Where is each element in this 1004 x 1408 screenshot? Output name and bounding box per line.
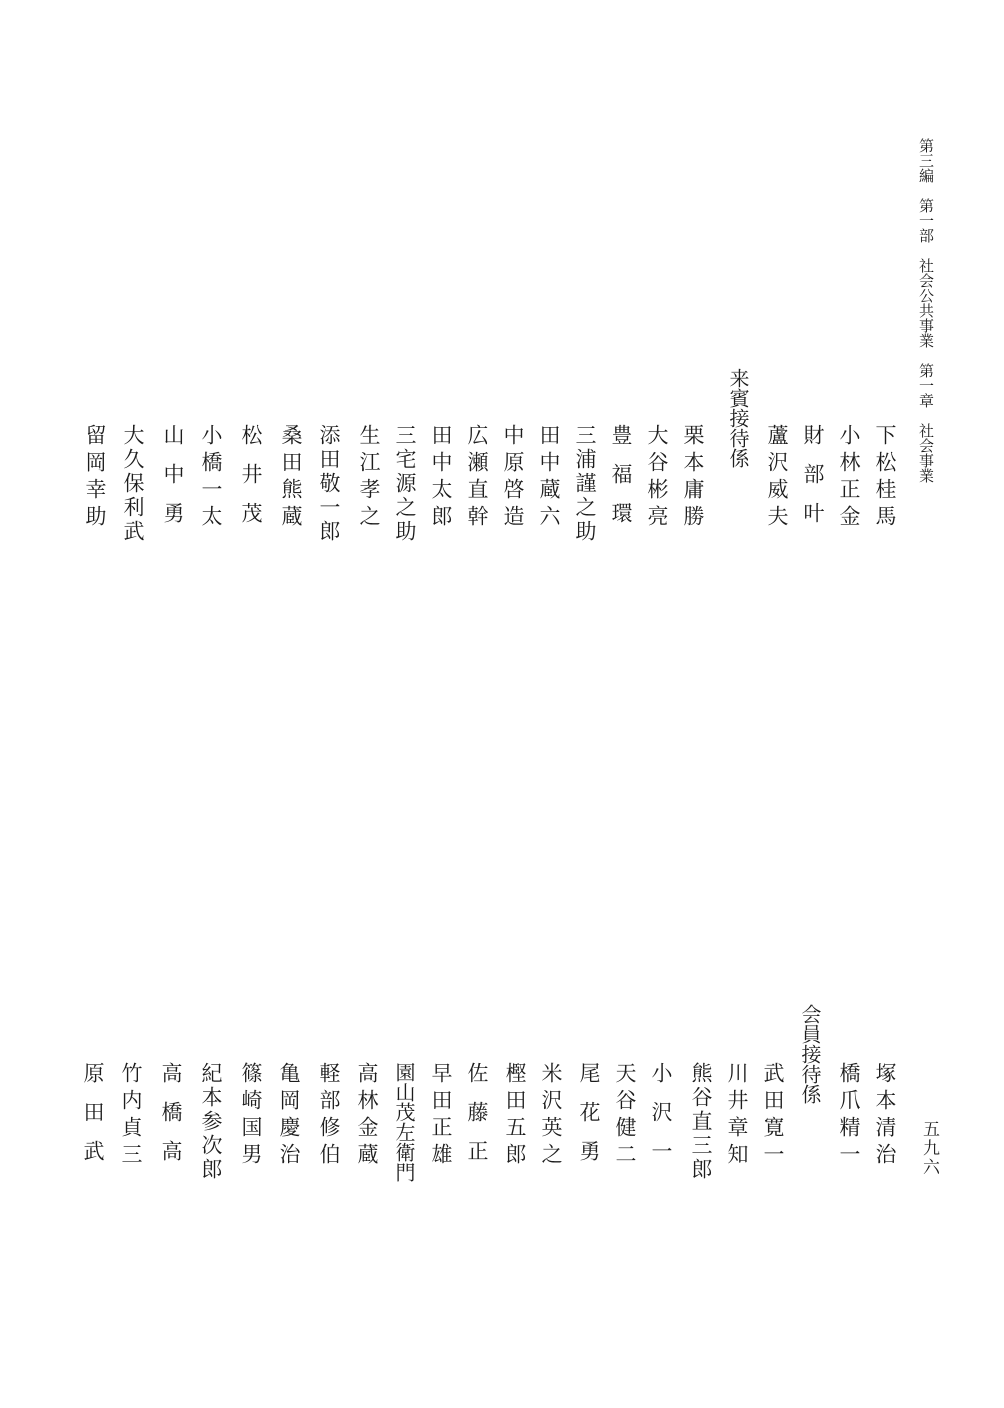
name-entry: 原田武: [81, 1062, 105, 1179]
name-entry: 高橋高: [159, 1062, 183, 1179]
name-entry: 米沢英之: [539, 1062, 563, 1170]
name-entry: 田中太郎: [429, 424, 453, 532]
name-entry: 田中蔵六: [537, 424, 561, 532]
name-entry: 中原啓造: [501, 424, 525, 532]
name-entry: 生江孝之: [357, 424, 381, 532]
name-entry: 山中勇: [161, 424, 185, 541]
name-entry: 三浦謹之助: [573, 424, 597, 544]
name-entry: 樫田五郎: [503, 1062, 527, 1170]
name-entry: 紀本参次郎: [199, 1062, 223, 1182]
name-entry: 大久保利武: [121, 424, 145, 544]
name-entry: 蘆沢威夫: [765, 424, 789, 532]
name-entry: 橋爪精一: [837, 1062, 861, 1170]
page-number: 五九六: [919, 1120, 939, 1177]
name-entry: 塚本清治: [873, 1062, 897, 1170]
name-entry: 大谷彬亮: [645, 424, 669, 532]
name-entry: 竹内貞三: [119, 1062, 143, 1170]
section-heading-guest-reception: 来賓接待係: [726, 368, 750, 468]
name-entry: 佐藤正: [465, 1062, 489, 1179]
name-entry: 財部叶: [801, 424, 825, 541]
name-entry: 篠崎国男: [239, 1062, 263, 1170]
name-entry: 軽部修伯: [317, 1062, 341, 1170]
name-entry: 桑田熊蔵: [279, 424, 303, 532]
name-entry: 三宅源之助: [393, 424, 417, 544]
name-entry: 園山茂左衛門: [392, 1062, 416, 1182]
name-entry: 添田敬一郎: [317, 424, 341, 544]
name-entry: 尾花勇: [577, 1062, 601, 1179]
name-entry: 川井章知: [725, 1062, 749, 1170]
name-entry: 小橋一太: [199, 424, 223, 532]
name-entry: 栗本庸勝: [681, 424, 705, 532]
name-entry: 熊谷直三郎: [689, 1062, 713, 1182]
name-entry: 下松桂馬: [873, 424, 897, 532]
running-header: 第三編 第一部 社会公共事業 第一章 社会事業: [917, 138, 935, 483]
name-entry: 留岡幸助: [83, 424, 107, 532]
name-entry: 亀岡慶治: [277, 1062, 301, 1170]
name-entry: 早田正雄: [429, 1062, 453, 1170]
name-entry: 松井茂: [239, 424, 263, 541]
name-entry: 高林金蔵: [355, 1062, 379, 1170]
name-entry: 広瀬直幹: [465, 424, 489, 532]
name-entry: 小林正金: [837, 424, 861, 532]
name-entry: 天谷健二: [613, 1062, 637, 1170]
name-entry: 豊福環: [609, 424, 633, 541]
section-heading-member-reception: 会員接待係: [798, 1004, 822, 1104]
name-entry: 武田寛一: [761, 1062, 785, 1170]
name-entry: 小沢一: [649, 1062, 673, 1179]
